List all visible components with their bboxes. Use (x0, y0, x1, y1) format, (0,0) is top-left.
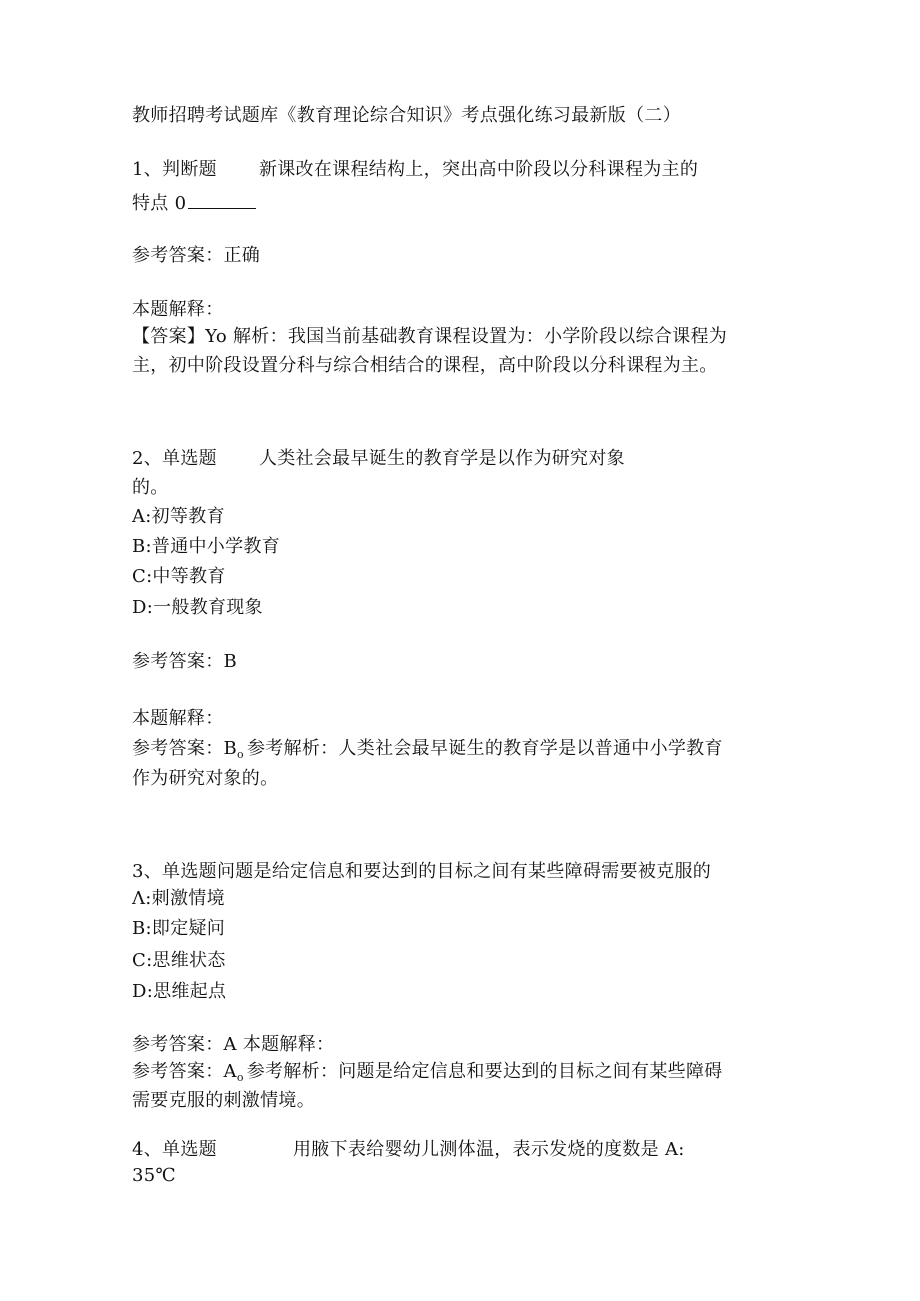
question-1-explanation-line-2: 主，初中阶段设置分科与综合相结合的课程，高中阶段以分科课程为主。 (132, 355, 718, 376)
question-2-line-1 (132, 447, 625, 471)
question-2-option-d: D:一般教育现象 (132, 597, 263, 618)
question-1-explanation-line-1: 【答案】Yo 解析：我国当前基础教育课程设置为：小学阶段以综合课程为 (132, 326, 728, 347)
question-2-explanation-line-1 (132, 737, 723, 767)
question-4-option-a: 35℃ (132, 1165, 176, 1186)
page-title: 教师招聘考试题库《教育理论综合知识》考点强化练习最新版（二） (132, 105, 681, 126)
question-4-type: 4、单选题 (132, 1139, 217, 1160)
answer-blank (188, 190, 256, 209)
question-2-type: 2、单选题 (132, 448, 217, 469)
question-3-answer: 参考答案：A 本题解释： (132, 1034, 335, 1055)
question-3-ref-explanation: 参考解析：问题是给定信息和要达到的目标之间有某些障碍 (246, 1061, 723, 1082)
question-2-stem: 人类社会最早诞生的教育学是以作为研究对象 (258, 448, 625, 469)
question-1-line-2 (132, 190, 256, 216)
question-2-ref-answer: 参考答案：B (132, 738, 238, 759)
question-4-line-1 (132, 1138, 685, 1162)
question-1-type: 1、判断题 (132, 159, 217, 180)
question-2-option-c: C:中等教育 (132, 566, 226, 587)
subscript-mark: o (236, 1071, 244, 1084)
subscript-mark: o (237, 748, 244, 761)
question-2-ref-explanation: 参考解析：人类社会最早诞生的教育学是以普通中小学教育 (246, 738, 723, 759)
question-2-explanation-line-2: 作为研究对象的。 (132, 768, 279, 789)
question-3-option-b: B:即定疑问 (132, 918, 226, 939)
question-3-option-a: Λ:刺激情境 (132, 888, 225, 909)
question-3-ref-answer: 参考答案：A (132, 1061, 237, 1082)
question-1-answer: 参考答案：正确 (132, 245, 261, 266)
question-1-explanation-label: 本题解释： (132, 299, 224, 320)
question-3-option-c: C:思维状态 (132, 950, 226, 971)
question-3-explanation-line-2: 需要克服的刺激情境。 (132, 1090, 315, 1111)
question-2-stem-cont: 的。 (132, 477, 169, 498)
question-3-stem: 3、单选题问题是给定信息和要达到的目标之间有某些障碍需要被克服的 (132, 861, 712, 882)
question-2-option-b: B:普通中小学教育 (132, 536, 280, 557)
question-1-stem-cont: 特点 0 (132, 193, 187, 214)
question-1-stem: 新课改在课程结构上，突出高中阶段以分科课程为主的 (258, 159, 699, 180)
question-3-explanation-line-1 (132, 1060, 723, 1090)
question-3-option-d: D:思维起点 (132, 981, 227, 1002)
question-2-explanation-label: 本题解释： (132, 708, 224, 729)
question-2-answer: 参考答案：B (132, 651, 238, 672)
question-1-line-1 (132, 158, 698, 182)
question-4-stem: 用腋下表给婴幼儿测体温，表示发烧的度数是 A: (292, 1139, 685, 1160)
question-2-option-a: A:初等教育 (132, 506, 225, 527)
